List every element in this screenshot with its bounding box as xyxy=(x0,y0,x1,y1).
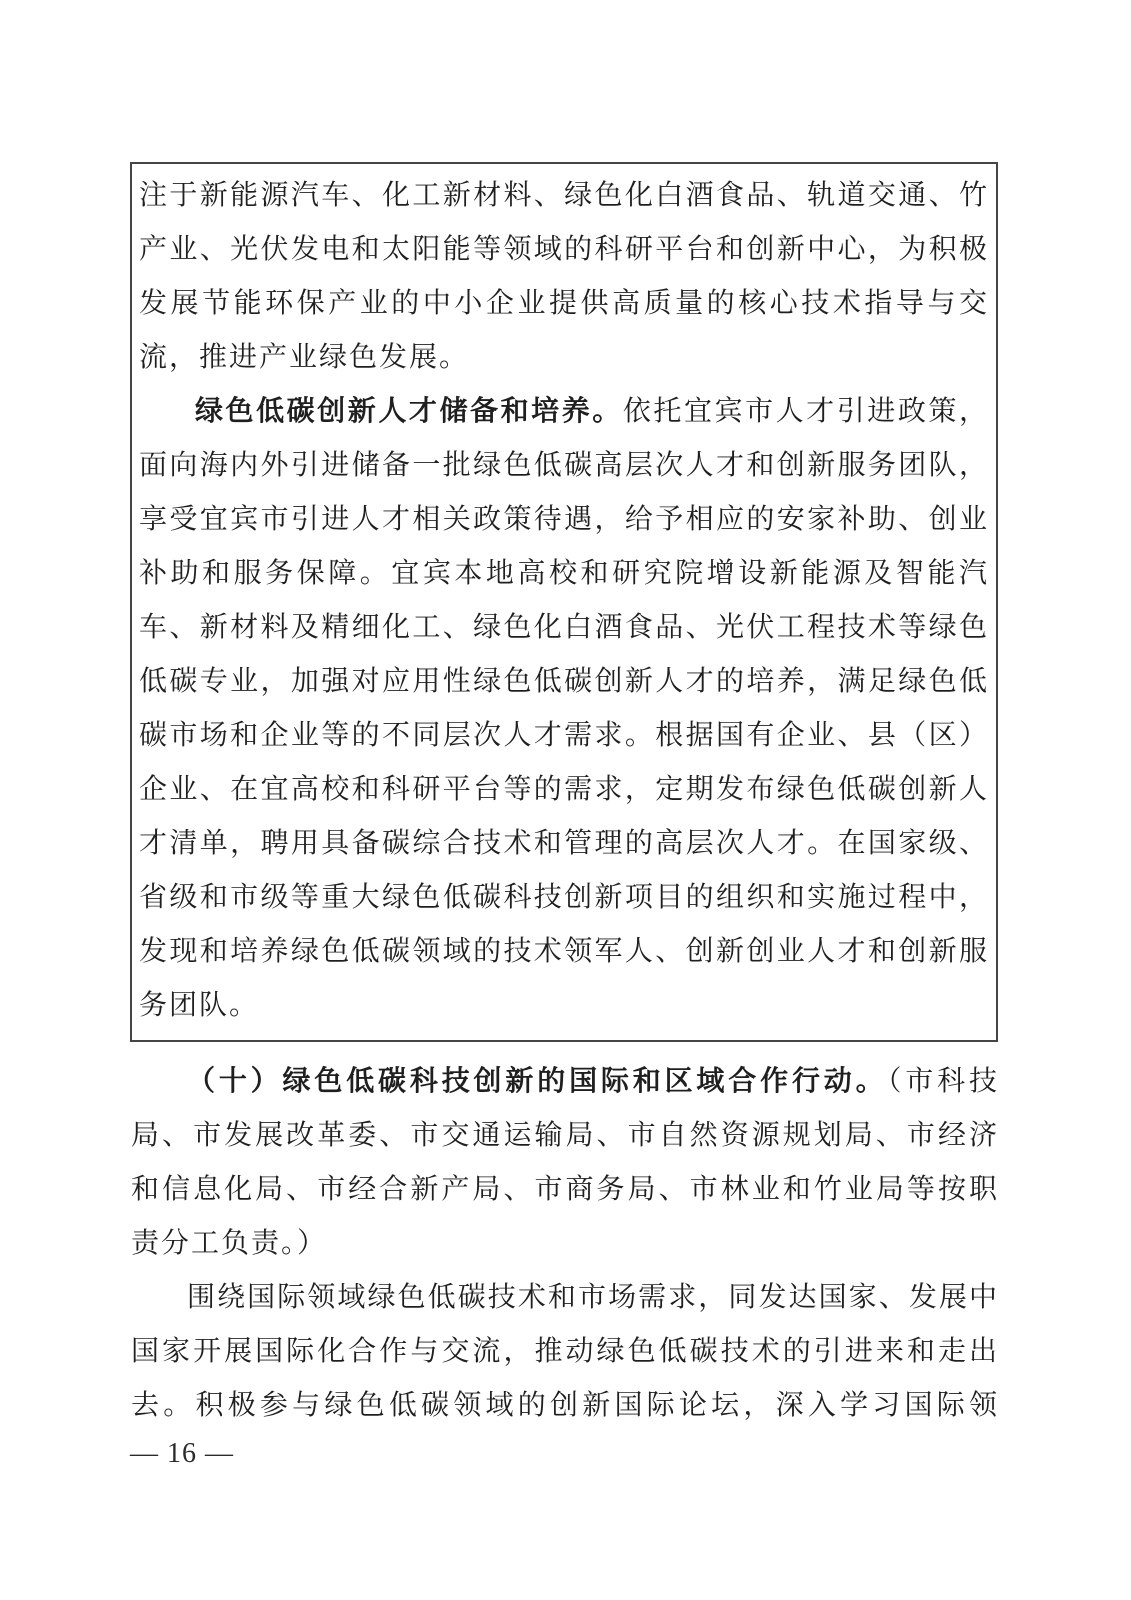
paragraph-talent-reserve-heading: 绿色低碳创新人才储备和培养。 xyxy=(195,396,623,427)
boxed-text-section xyxy=(130,162,998,1042)
paragraph-action-ten-heading: （十）绿色低碳科技创新的国际和区域合作行动。 xyxy=(187,1066,888,1097)
paragraph-talent-reserve-body: 依托宜宾市人才引进政策，面向海内外引进储备一批绿色低碳高层次人才和创新服务团队，享受宜宾市引进人才相关政策待遇，给予相应的安家补助、创业补助和服务保障。宜宾本地高校和研究院增设新能源及智能汽车、新材料及精细化工、绿色化白酒食品、光伏工程技术等绿色低碳专业，加强对应用性绿色低碳创新人才的培养，满足绿色低碳市场和企业等的不同层次人才需求。根据国有企业、县（区）企业、在宜高校和科研平台等的需求，定期发布绿色低碳创新人才清单，聘用具备碳综合技术和管理的高层次人才。在国家级、省级和市级等重大绿色低碳科技创新项目的组织和实施过程中，发现和培养绿色低碳领域的技术领军人、创新创业人才和创新服务团队。 xyxy=(139,396,989,1021)
paragraph-action-ten-departments: （市科技局、市发展改革委、市交通运输局、市自然资源规划局、市经济和信息化局、市经合新产局、市商务局、市林业和竹业局等按职责分工负责。） xyxy=(131,1066,999,1259)
page-number: — 16 — xyxy=(130,1438,234,1469)
paragraph-international-cooperation: 围绕国际领域绿色低碳技术和市场需求，同发达国家、发展中国家开展国际化合作与交流，推动绿色低碳技术的引进来和走出去。积极参与绿色低碳领域的创新国际论坛，深入学习国际领 xyxy=(131,1282,999,1421)
paragraph-continuation: 注于新能源汽车、化工新材料、绿色化白酒食品、轨道交通、竹产业、光伏发电和太阳能等领域的科研平台和创新中心，为积极发展节能环保产业的中小企业提供高质量的核心技术指导与交流，推进产业绿色发展。 xyxy=(139,180,989,373)
paragraph-action-ten xyxy=(131,1055,999,1271)
paragraph-talent-reserve xyxy=(139,385,989,1033)
body-text-section xyxy=(131,1055,999,1433)
